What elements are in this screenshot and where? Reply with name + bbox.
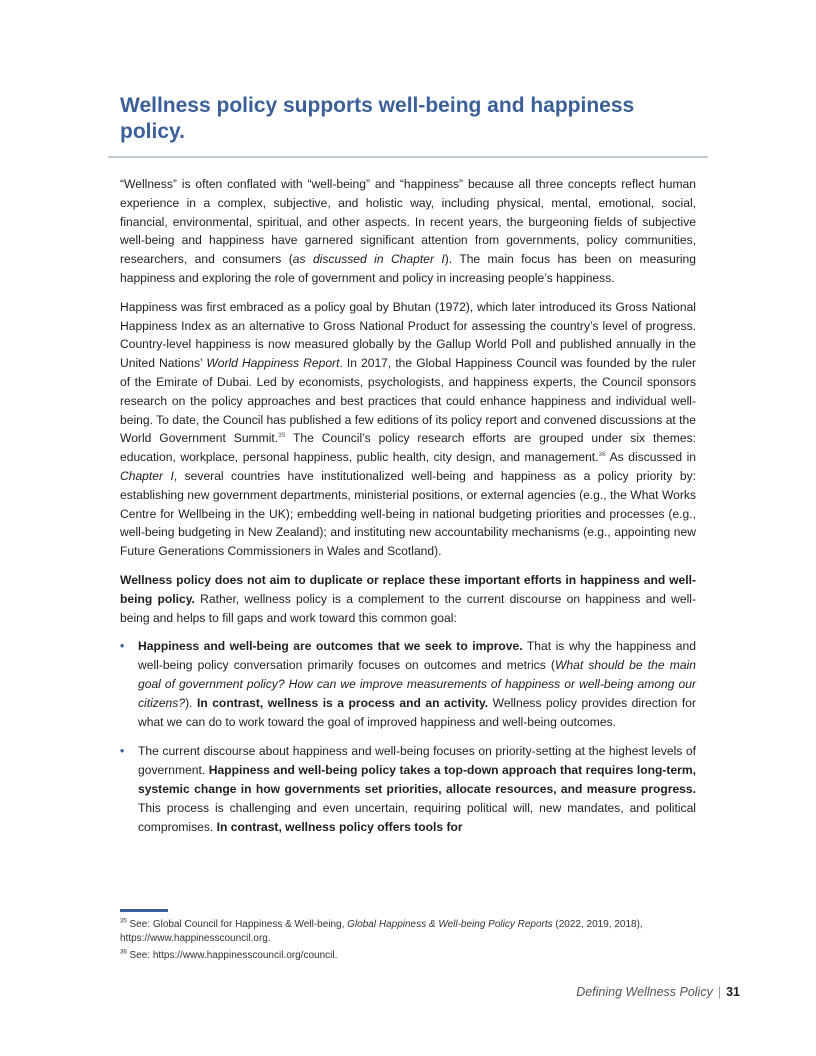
paragraph-happiness-history	[120, 298, 696, 561]
text-span: “Wellness” is often conflated with “well-being” and “happiness” because all three concepts reflect human experience in a complex, subjective, and holistic way, including physical, mental, emotional, social, financial, environmental, spiritual, and other aspects. In recent years, the burgeoning fields of subjective well-being and happiness have garnered significant attention from governments, policy communities, researchers, and consumers (	[120, 177, 696, 267]
text-span: . In 2017, the Global Happiness Council was founded by the ruler of the Emirate of Dubai. Led by economists, psychologists, and happiness experts, the Council sponsors research on the policy approaches and best practices that could enhance happiness and individual well-being. To date, the Council has published a few editions of its policy report and convened discussions at the World Government Summit.	[120, 356, 697, 446]
bold-statement: Happiness and well-being policy takes a top-down approach that requires long-term, systemic change in how governments set priorities, allocate resources, and measure progress.	[138, 763, 696, 796]
footnote-number: 36	[120, 949, 127, 956]
text-span: As discussed in	[605, 450, 696, 465]
footnote-36	[120, 949, 696, 963]
bold-lead: Happiness and well-being are outcomes that we seek to improve.	[138, 639, 523, 654]
chapter-reference: as discussed in Chapter I	[292, 252, 445, 267]
page-title: Wellness policy supports well-being and happiness policy.	[120, 94, 635, 143]
report-title: Global Happiness & Well-being Policy Reports	[347, 919, 553, 930]
bullet-list	[120, 637, 696, 836]
list-item	[120, 742, 696, 836]
text-span: ).	[185, 695, 197, 710]
text-span: Wellness policy provides direction for what we can do to work toward the goal of improved happiness and well-being outcomes.	[138, 695, 696, 729]
footnote-link[interactable]: (2022, 2019, 2018), https://www.happinesscouncil.org.	[120, 919, 643, 944]
text-span: The Council’s policy research efforts are grouped under six themes: education, workplace, personal happiness, public health, city design, and management.	[120, 431, 696, 465]
chapter-reference: Chapter I	[120, 468, 174, 483]
text-span: See: Global Council for Happiness & Well-being,	[126, 919, 348, 930]
bold-contrast: In contrast, wellness policy offers tools for	[216, 819, 463, 834]
paragraph-wellness-definition	[120, 175, 696, 288]
text-span: This process is challenging and even uncertain, requiring political will, new mandates, and political compromises.	[138, 800, 696, 834]
footnote-divider	[120, 909, 168, 912]
footnotes	[120, 918, 696, 967]
report-title: World Happiness Report	[206, 356, 340, 371]
paragraph-complement	[120, 571, 696, 627]
footnote-link[interactable]: See: https://www.happinesscouncil.org/council.	[126, 950, 338, 961]
page-number: 31	[726, 985, 740, 999]
text-span: Happiness was first embraced as a policy goal by Bhutan (1972), which later introduced its Gross National Happiness Index as an alternative to Gross National Product for assessing the country’s level of progress. Country-level happiness is now measured globally by the Gallup World Poll and published annually in the United Nations’	[120, 299, 696, 371]
page-footer	[576, 985, 740, 999]
text-span: , several countries have institutionalized well-being and happiness as a policy priority by: establishing new government departments, ministerial positions, or external agencies (e.g., the What Works Centre for Wellbeing in the UK); embedding well-being in national budgeting priorities and processes (e.g., well-being budgeting in New Zealand); and instituting new accountability mechanisms (e.g., appointing new Future Generations Commissioners in Wales and Scotland).	[120, 468, 696, 559]
footnote-ref-36[interactable]: 36	[598, 451, 606, 459]
footer-separator: |	[717, 985, 722, 999]
bold-lead: Wellness policy does not aim to duplicate or replace these important efforts in happiness and well-being policy.	[120, 572, 696, 606]
bullet-icon: •	[120, 639, 125, 654]
bullet-icon: •	[120, 744, 125, 759]
text-span: The current discourse about happiness and well-being focuses on priority-setting at the highest levels of government.	[138, 744, 696, 778]
text-span: Rather, wellness policy is a complement to the current discourse on happiness and well-being and helps to fill gaps and work toward this common goal:	[120, 591, 696, 625]
text-span: ). The main focus has been on measuring happiness and exploring the role of government and policy in increasing people’s happiness.	[120, 252, 697, 285]
footnote-number: 35	[120, 918, 127, 925]
bold-contrast: In contrast, wellness is a process and an activity.	[196, 695, 489, 710]
list-item	[120, 637, 696, 731]
footnote-35	[120, 918, 696, 945]
title-divider	[108, 156, 708, 158]
section-name: Defining Wellness Policy	[576, 985, 713, 999]
body-text	[120, 175, 696, 847]
text-span: That is why the happiness and well-being policy conversation primarily focuses on outcomes and metrics (	[138, 639, 696, 673]
footnote-ref-35[interactable]: 35	[278, 432, 286, 440]
italic-question: What should be the main goal of government policy? How can we improve measurements of happiness or well-being among our citizens?	[138, 658, 696, 710]
